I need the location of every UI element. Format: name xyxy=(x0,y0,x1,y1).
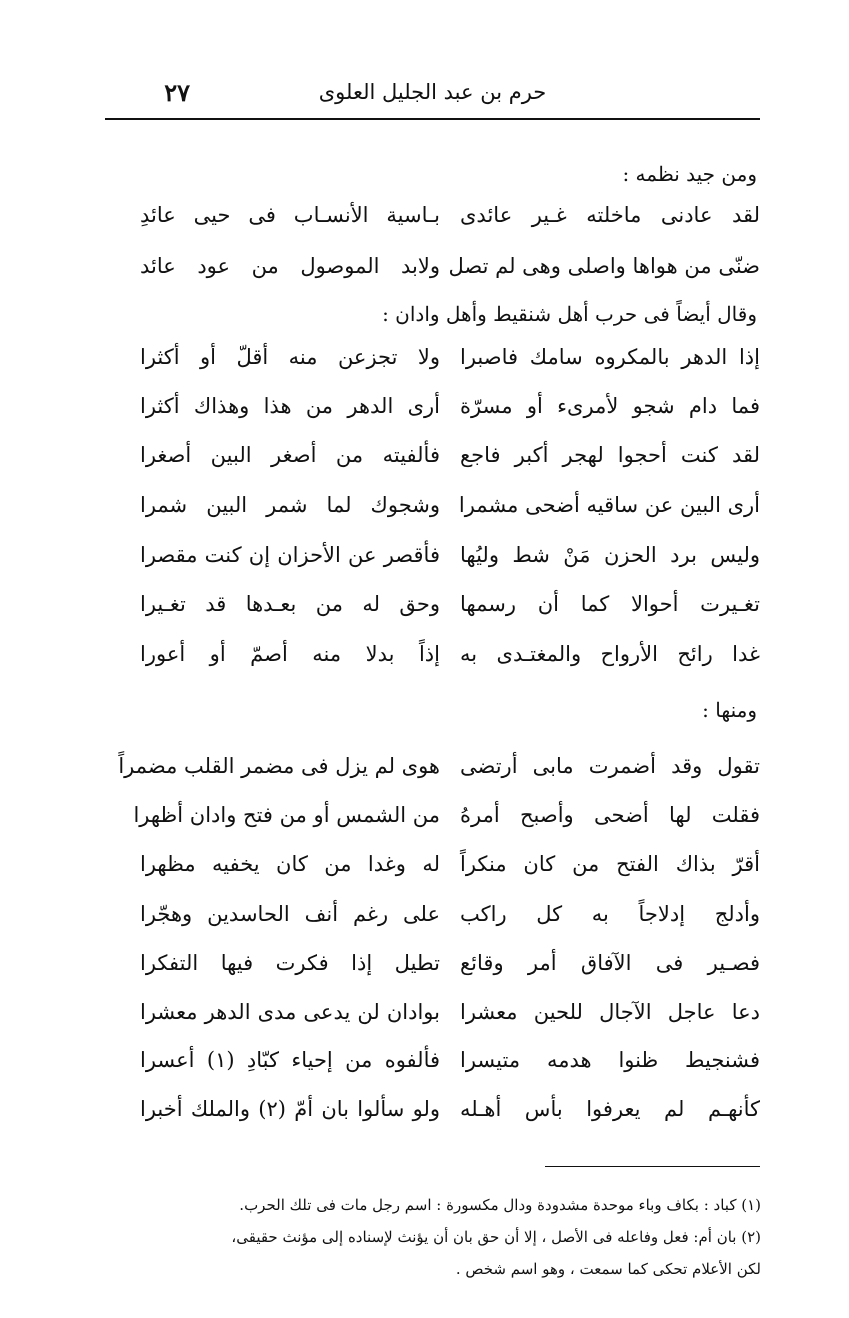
footnote-separator xyxy=(545,1166,760,1167)
verse-first-hemistich: فما دام شجو لأمرىء أو مسرّة xyxy=(460,394,760,418)
verse-line xyxy=(130,254,760,294)
verse-second-hemistich: ولا تجزعن منه أقلّ أو أكثرا xyxy=(140,345,440,369)
verse-line xyxy=(130,592,760,632)
verse-line xyxy=(130,345,760,385)
verse-second-hemistich: بـاسية الأنسـاب فى حيى عائدِ xyxy=(140,203,440,227)
verse-first-hemistich: أقرّ بذاك الفتح من كان منكراً xyxy=(460,852,760,876)
verse-second-hemistich: فأقصر عن الأحزان إن كنت مقصرا xyxy=(140,543,440,567)
verse-line xyxy=(130,203,760,243)
verse-first-hemistich: وأدلج إدلاجاً به كل راكب xyxy=(460,902,760,926)
footnote-2: (٢) بان أم: فعل وفاعله فى الأصل ، إلا أن حق بان أن يؤنث لإسناده إلى مؤنث حقيقى، xyxy=(231,1228,761,1246)
verse-second-hemistich: وحق له من بعـدها قد تغـيرا xyxy=(140,592,440,616)
verse-second-hemistich: ولو سألوا بان أمّ (٢) والملك أخبرا xyxy=(140,1097,440,1121)
verse-line xyxy=(130,852,760,892)
verse-first-hemistich: أرى البين عن ساقيه أضحى مشمرا xyxy=(458,493,760,517)
verse-first-hemistich: فقلت لها أضحى وأصبح أمرهُ xyxy=(460,803,760,827)
verse-second-hemistich: له وغدا من كان يخفيه مظهرا xyxy=(140,852,440,876)
header-rule xyxy=(105,118,760,120)
verse-first-hemistich: غدا رائح الأرواح والمغتـدى به xyxy=(460,642,760,666)
verse-line xyxy=(130,543,760,583)
footnote-2-continued: لكن الأعلام تحكى كما سمعت ، وهو اسم شخص . xyxy=(455,1260,761,1278)
verse-line xyxy=(130,1000,760,1040)
verse-second-hemistich: ولابد الموصول من عود عائد xyxy=(140,254,440,278)
verse-second-hemistich: إذاً بدلا منه أصمّ أو أعورا xyxy=(140,642,440,666)
verse-second-hemistich: أرى الدهر من هذا وهذاك أكثرا xyxy=(140,394,440,418)
verse-line xyxy=(130,443,760,483)
verse-second-hemistich: هوى لم يزل فى مضمر القلب مضمراً xyxy=(118,754,440,778)
verse-second-hemistich: على رغم أنف الحاسدين وهجّرا xyxy=(140,902,440,926)
verse-line xyxy=(130,1048,760,1088)
verse-first-hemistich: لقد كنت أحجوا لهجر أكبر فاجع xyxy=(460,443,760,467)
page-number: ٢٧ xyxy=(164,78,190,107)
verse-second-hemistich: فألفوه من إحياء كبّادِ (١) أعسرا xyxy=(140,1048,441,1072)
verse-line xyxy=(130,1097,760,1137)
verse-first-hemistich: فشنجيط ظنوا هدمه متيسرا xyxy=(460,1048,760,1072)
verse-second-hemistich: تطيل إذا فكرت فيها التفكرا xyxy=(140,951,440,975)
verse-line xyxy=(130,951,760,991)
verse-first-hemistich: تقول وقد أضمرت مابى أرتضى xyxy=(460,754,760,778)
verse-first-hemistich: وليس برد الحزن مَنْ شط وليُها xyxy=(460,543,760,567)
intro-line-3: ومنها : xyxy=(702,698,757,722)
verse-first-hemistich: فصـير فى الآفاق أمر وقائع xyxy=(460,951,760,975)
verse-second-hemistich: بوادان لن يدعى مدى الدهر معشرا xyxy=(140,1000,440,1024)
footnote-1: (١) كباد : بكاف وباء موحدة مشدودة ودال مكسورة : اسم رجل مات فى تلك الحرب. xyxy=(239,1196,761,1214)
verse-first-hemistich: لقد عادنى ماخلته غـير عائدى xyxy=(460,203,760,227)
verse-first-hemistich: ضنّى من هواها واصلى وهى لم تصل xyxy=(448,254,760,278)
verse-second-hemistich: من الشمس أو من فتح وادان أظهرا xyxy=(133,803,440,827)
intro-line-1: ومن جيد نظمه : xyxy=(622,162,757,186)
verse-line xyxy=(130,642,760,682)
verse-second-hemistich: وشجوك لما شمر البين شمرا xyxy=(140,493,440,517)
verse-first-hemistich: تغـيرت أحوالا كما أن رسمها xyxy=(460,592,760,616)
verse-line xyxy=(118,754,760,794)
verse-first-hemistich: كأنهـم لم يعرفوا بأس أهـله xyxy=(460,1097,760,1121)
verse-line xyxy=(130,803,760,843)
verse-first-hemistich: إذا الدهر بالمكروه سامك فاصبرا xyxy=(460,345,760,369)
verse-first-hemistich: دعا عاجل الآجال للحين معشرا xyxy=(460,1000,760,1024)
verse-second-hemistich: فألفيته من أصغر البين أصغرا xyxy=(140,443,440,467)
intro-line-2: وقال أيضاً فى حرب أهل شنقيط وأهل وادان : xyxy=(382,302,757,326)
verse-line xyxy=(130,493,760,533)
verse-line xyxy=(130,902,760,942)
verse-line xyxy=(130,394,760,434)
running-header xyxy=(105,78,760,120)
running-title: حرم بن عبد الجليل العلوى xyxy=(318,80,547,104)
